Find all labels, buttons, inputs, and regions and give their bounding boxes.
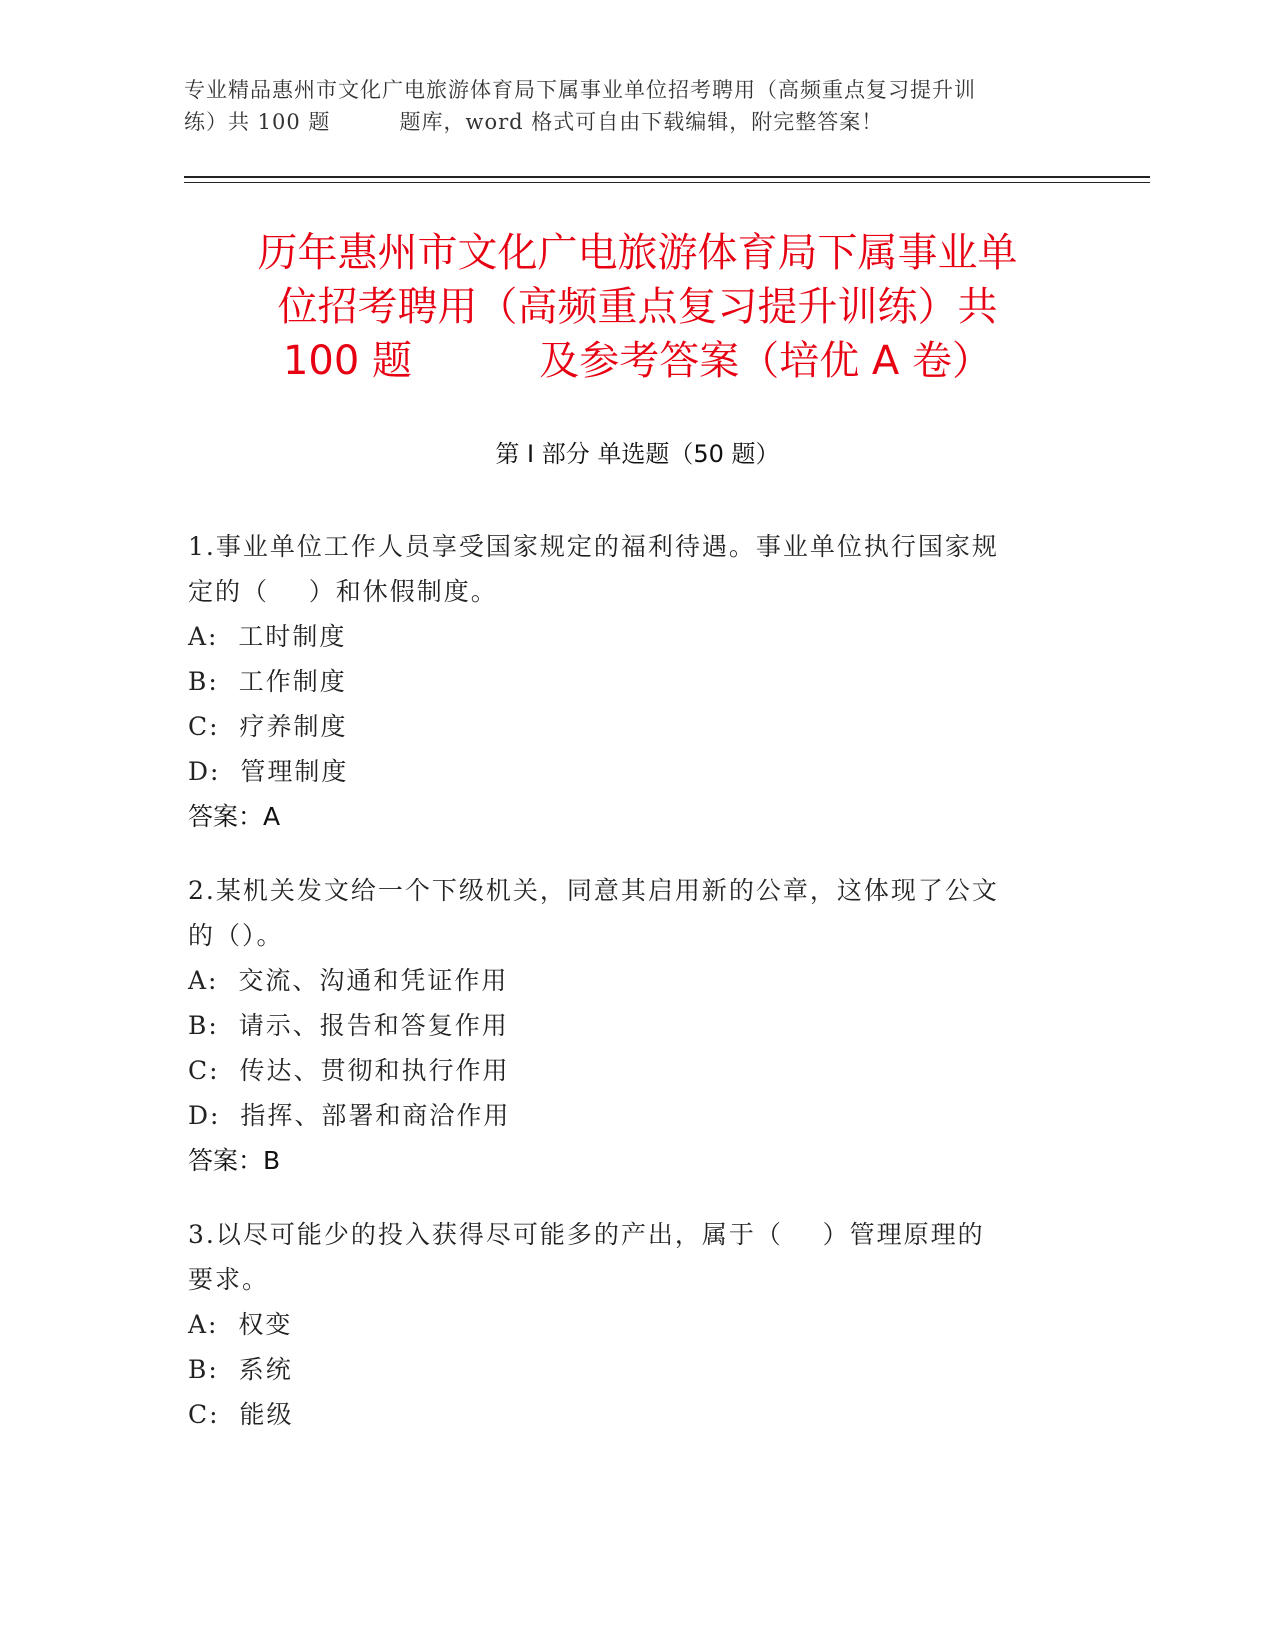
answer-line: 答案：A — [188, 802, 281, 831]
question-stem — [188, 524, 1068, 614]
option-b: B: 工作制度 — [188, 667, 347, 696]
section-title: 第 I 部分 单选题（50 题） — [495, 440, 780, 468]
question-stem-line: 1.事业单位工作人员享受国家规定的福利待遇。事业单位执行国家规 — [188, 532, 999, 561]
question-item — [188, 1212, 1068, 1437]
question-stem-line: 要求。 — [188, 1265, 270, 1294]
option-a: A: 工时制度 — [188, 622, 347, 651]
header-divider-thin — [184, 182, 1150, 183]
option-b: B: 系统 — [188, 1355, 293, 1384]
question-stem — [188, 868, 1068, 958]
option-c: C: 能级 — [188, 1400, 294, 1429]
option-a: A: 权变 — [188, 1310, 293, 1339]
header-note — [184, 74, 1084, 138]
title-line: 位招考聘用（高频重点复习提升训练）共 — [277, 284, 998, 330]
question-stem — [188, 1212, 1068, 1302]
option-a: A: 交流、沟通和凭证作用 — [188, 966, 509, 995]
header-note-line: 练）共 100 题 题库，word 格式可自由下载编辑，附完整答案！ — [184, 110, 884, 134]
question-item — [188, 524, 1068, 839]
answer-line: 答案：B — [188, 1146, 281, 1175]
option-b: B: 请示、报告和答复作用 — [188, 1011, 509, 1040]
document-title — [150, 226, 1125, 388]
question-list — [188, 524, 1068, 1466]
title-line: 100 题 及参考答案（培优 A 卷） — [282, 338, 992, 384]
title-line: 历年惠州市文化广电旅游体育局下属事业单 — [257, 230, 1018, 276]
option-d: D: 管理制度 — [188, 757, 349, 786]
question-stem-line: 定的（ ）和休假制度。 — [188, 577, 498, 606]
question-stem-line: 的（）。 — [188, 921, 284, 950]
question-stem-line: 2.某机关发文给一个下级机关，同意其启用新的公章，这体现了公文 — [188, 876, 999, 905]
question-stem-line: 3.以尽可能少的投入获得尽可能多的产出，属于（ ）管理原理的 — [188, 1220, 985, 1249]
header-divider-thick — [184, 176, 1150, 178]
option-c: C: 疗养制度 — [188, 712, 348, 741]
question-item — [188, 868, 1068, 1183]
option-d: D: 指挥、部署和商洽作用 — [188, 1101, 511, 1130]
header-note-line: 专业精品惠州市文化广电旅游体育局下属事业单位招考聘用（高频重点复习提升训 — [184, 78, 976, 102]
option-c: C: 传达、贯彻和执行作用 — [188, 1056, 510, 1085]
